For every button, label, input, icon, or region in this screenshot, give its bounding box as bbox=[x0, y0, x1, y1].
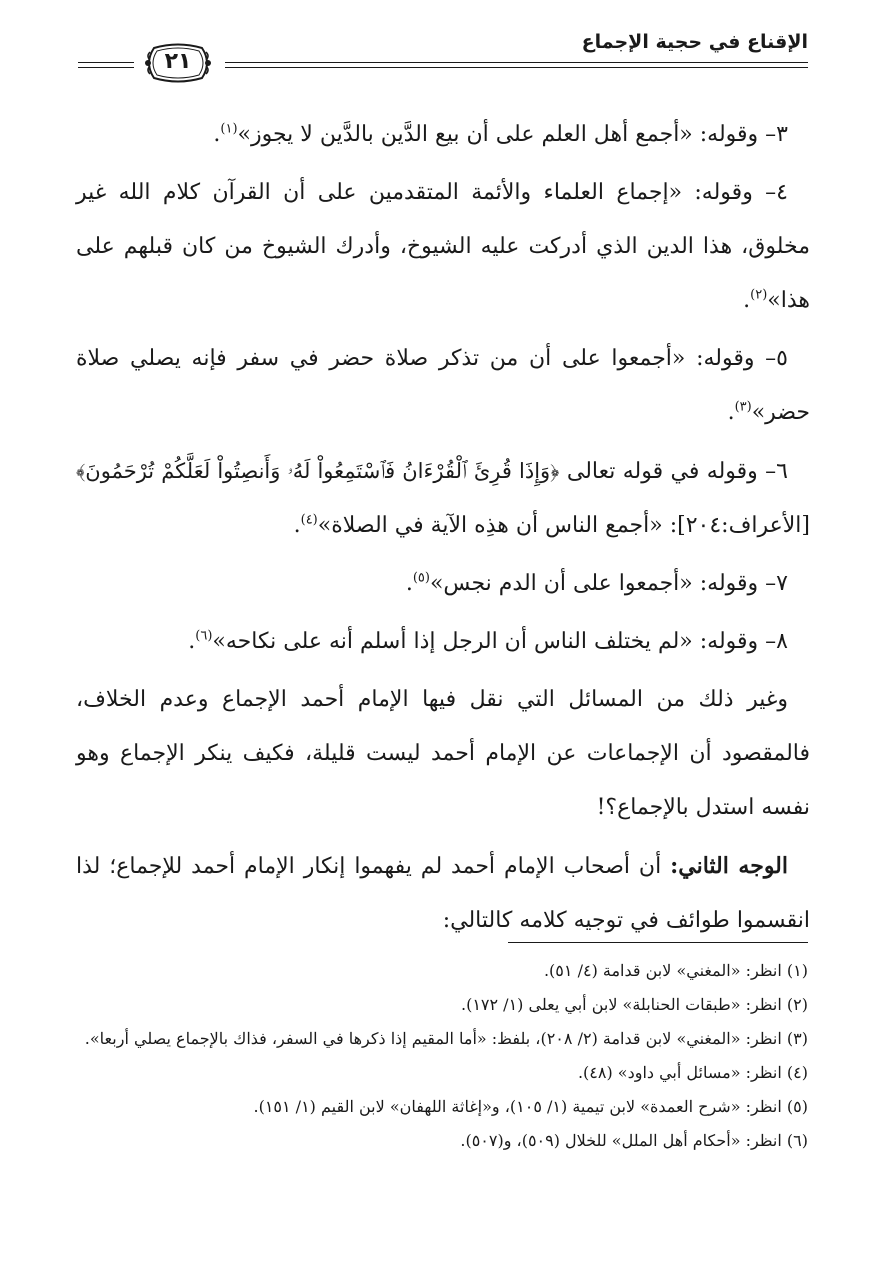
footnote-ref: (٥) bbox=[412, 570, 430, 586]
paragraph-8 bbox=[76, 615, 810, 669]
header-rule-bottom bbox=[225, 67, 808, 68]
paragraph-second-aspect bbox=[76, 839, 810, 948]
footnote-item: (٤) انظر: «مسائل أبي داود» (٤٨). bbox=[577, 1063, 808, 1082]
footnote-ref: (٦) bbox=[195, 628, 213, 644]
footnote-item: (٥) انظر: «شرح العمدة» لابن تيمية (١/ ١٠٥)، و«إغاثة اللهفان» لابن القيم (١/ ١٥١). bbox=[253, 1097, 808, 1116]
footnote-item: (٦) انظر: «أحكام أهل الملل» للخلال (٥٠٩)، و(٥٠٧). bbox=[460, 1131, 808, 1150]
paragraph-quote: «أجمع الناس أن هذِه الآية في الصلاة» bbox=[317, 513, 663, 538]
footnote-item: (٣) انظر: «المغني» لابن قدامة (٢/ ٢٠٨)، بلفظ: «أما المقيم إذا ذكرها في السفر، فذاك بالإجماع يصلي أربعا». bbox=[84, 1029, 808, 1048]
paragraph-6 bbox=[76, 444, 810, 553]
footnote-ref: (١) bbox=[220, 121, 238, 137]
section-heading: الوجه الثاني: bbox=[670, 853, 788, 879]
paragraph-text: ٧– وقوله: «أجمعوا على أن الدم نجس» bbox=[429, 571, 788, 596]
paragraph-end: . bbox=[213, 122, 221, 147]
paragraph-intro: ٦– وقوله في قوله تعالى bbox=[559, 459, 788, 484]
footnote-ref: (٢) bbox=[750, 287, 768, 303]
paragraph-text: ٤– وقوله: «إجماع العلماء والأئمة المتقدمين على أن القرآن كلام الله غير مخلوق، هذا الدين الذي أدركت عليه الشيوخ، وأدرك الشيوخ من كان قبلهم على هذا» bbox=[76, 180, 810, 313]
paragraph-end: . bbox=[188, 629, 196, 654]
footnote-separator bbox=[508, 942, 808, 943]
paragraph-5 bbox=[76, 332, 810, 440]
paragraph-end: . bbox=[293, 513, 301, 538]
paragraph-summary bbox=[76, 673, 810, 835]
footnote-item: (١) انظر: «المغني» لابن قدامة (٤/ ٥١). bbox=[543, 961, 808, 980]
footnotes bbox=[76, 954, 808, 1158]
paragraph-7 bbox=[76, 557, 810, 611]
header-rule-left-bottom bbox=[78, 67, 134, 68]
footnote-item: (٢) انظر: «طبقات الحنابلة» لابن أبي يعلى (١/ ١٧٢). bbox=[460, 995, 808, 1014]
running-title: الإقناع في حجية الإجماع bbox=[581, 31, 808, 53]
header-rule-top bbox=[225, 62, 808, 63]
paragraph-text: ٣– وقوله: «أجمع أهل العلم على أن بيع الدَّين بالدَّين لا يجوز» bbox=[237, 122, 788, 147]
paragraph-text: أن أصحاب الإمام أحمد لم يفهموا إنكار الإمام أحمد للإجماع؛ لذا انقسموا طوائف في توجيه كلامه كالتالي: bbox=[76, 854, 810, 933]
body-text bbox=[76, 108, 810, 952]
footnote-ref: (٤) bbox=[300, 512, 318, 528]
footnote-ref: (٣) bbox=[734, 399, 752, 415]
paragraph-end: . bbox=[743, 288, 751, 313]
page-number: ٢١ bbox=[164, 49, 192, 74]
verse-reference: [الأعراف:٢٠٤]: bbox=[662, 513, 810, 538]
quran-verse: ﴿وَإِذَا قُرِئَ ٱلْقُرْءَانُ فَٱسْتَمِعُواْ لَهُۥ وَأَنصِتُواْ لَعَلَّكُمْ تُرْحَمُونَ﴾ bbox=[76, 459, 560, 483]
paragraph-4 bbox=[76, 166, 810, 328]
page-number-badge bbox=[140, 40, 216, 86]
paragraph-text: وغير ذلك من المسائل التي نقل فيها الإمام أحمد الإجماع وعدم الخلاف، فالمقصود أن الإجماعات عن الإمام أحمد ليست قليلة، فكيف ينكر الإجماع وهو نفسه استدل بالإجماع؟! bbox=[76, 687, 810, 820]
paragraph-3 bbox=[76, 108, 810, 162]
paragraph-text: ٥– وقوله: «أجمعوا على أن من تذكر صلاة حضر في سفر فإنه يصلي صلاة حضر» bbox=[76, 346, 810, 425]
header-rule-left-top bbox=[78, 62, 134, 63]
paragraph-end: . bbox=[405, 571, 413, 596]
paragraph-end: . bbox=[727, 400, 735, 425]
paragraph-text: ٨– وقوله: «لم يختلف الناس أن الرجل إذا أسلم أنه على نكاحه» bbox=[212, 629, 788, 654]
